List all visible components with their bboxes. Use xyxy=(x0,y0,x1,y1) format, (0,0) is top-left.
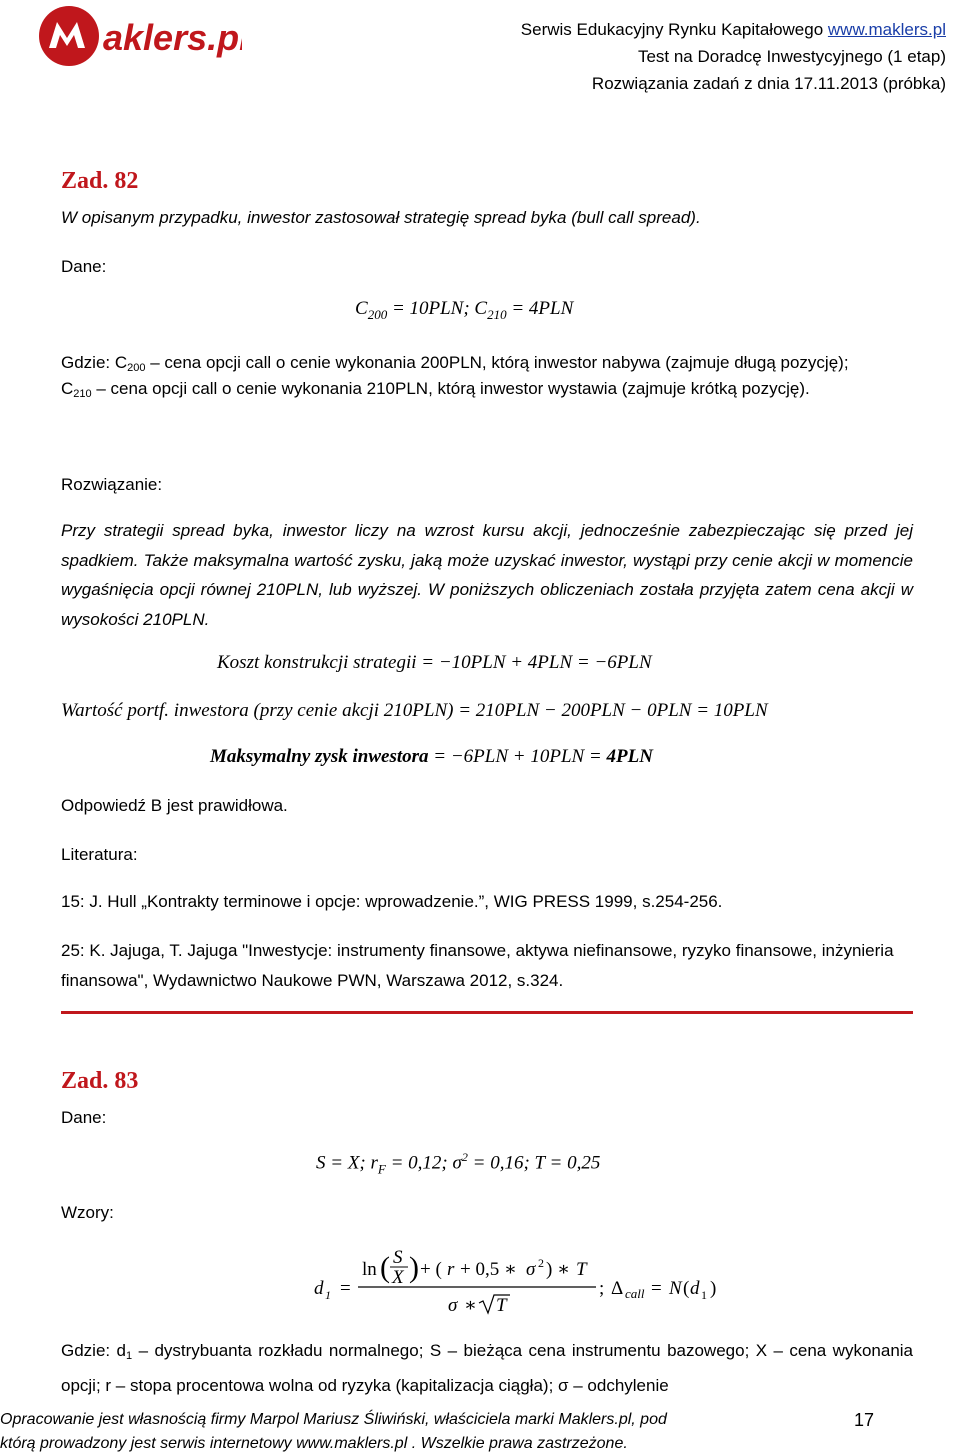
task-82-equation-portfolio: Wartość portf. inwestora (przy cenie akcji 210PLN) = 210PLN − 200PLN − 0PLN = 10PLN xyxy=(61,700,768,721)
task-82-where-2: $C_{210}$ – cena opcji call o cenie wykonania 210PLN, którą inwestor wystawia (zajmuje krótką pozycję). xyxy=(61,379,810,400)
svg-text:1: 1 xyxy=(325,1288,331,1302)
task-82-answer: Odpowiedź B jest prawidłowa. xyxy=(61,796,288,815)
task-82-where-1: Gdzie: $C_{200}$ – cena opcji call o cenie wykonania 200PLN, którą inwestor nabywa (zajmuje długą pozycję); xyxy=(61,353,849,374)
site-link[interactable]: www.maklers.pl xyxy=(827,20,946,39)
task-82-dane-label: Dane: xyxy=(61,257,107,276)
svg-text:∗: ∗ xyxy=(464,1295,477,1316)
page-number: 17 xyxy=(853,1410,874,1430)
literature-item-1: 15: J. Hull „Kontrakty terminowe i opcje: wprowadzenie.”, WIG PRESS 1999, s.254-256. xyxy=(61,892,723,911)
task-83-title: Zad. 83 xyxy=(61,1068,139,1094)
svg-text:ln: ln xyxy=(362,1259,377,1280)
svg-text:) ∗: ) ∗ xyxy=(546,1259,570,1280)
svg-text:=: = xyxy=(340,1278,351,1299)
svg-text:X: X xyxy=(392,1267,404,1288)
svg-text:S: S xyxy=(393,1247,403,1268)
svg-text:1: 1 xyxy=(701,1288,707,1302)
task-83-where: Gdzie: $d_1$ – dystrybuanta rozkładu normalnego; S – bieżąca cena instrumentu bazowego; X – cena wykonania opcji; r – stopa procentowa wolna od ryzyka (kapitalizacja ciągła); σ – odchylenie xyxy=(61,1341,914,1395)
svg-text:+ (: + ( xyxy=(420,1259,442,1280)
svg-text:=: = xyxy=(651,1278,662,1299)
task-82-intro: W opisanym przypadku, inwestor zastosował strategię spread byka (bull call spread). xyxy=(61,208,701,227)
svg-text:): ) xyxy=(409,1251,419,1284)
svg-text:Δ: Δ xyxy=(611,1278,624,1299)
svg-text:(: ( xyxy=(380,1251,390,1284)
svg-text:T: T xyxy=(576,1259,587,1280)
svg-text:): ) xyxy=(710,1278,717,1299)
header-line-1: Serwis Edukacyjny Rynku Kapitałowego www.maklers.pl xyxy=(520,20,946,39)
svg-text:+ 0,5 ∗: + 0,5 ∗ xyxy=(460,1259,517,1280)
svg-text:σ: σ xyxy=(448,1295,458,1316)
svg-text:σ: σ xyxy=(526,1259,536,1280)
svg-text:d: d xyxy=(314,1278,324,1299)
task-83-formulas-label: Wzory: xyxy=(61,1203,114,1222)
svg-text:aklers.pl: aklers.pl xyxy=(103,17,242,58)
task-82-title: Zad. 82 xyxy=(61,168,139,194)
footer-line-1: Opracowanie jest własnością firmy Marpol Mariusz Śliwiński, właściciela marki Maklers.pl, pod xyxy=(0,1411,667,1428)
task-82-solution-text: Przy strategii spread byka, inwestor liczy na wzrost kursu akcji, jednocześnie zabezpieczając się przed jej spadkiem. Także maksymalna wartość zysku, jaką może uzyskać inwestor, wystąpi przy cenie akcji w momencie wygaśnięcia opcji równej 210PLN, lub wyższej. W poniższych obliczeniach została przyjęta zatem cena akcji w wysokości 210PLN. xyxy=(61,521,913,629)
svg-text:r: r xyxy=(447,1259,455,1280)
svg-text:T: T xyxy=(496,1295,507,1316)
footer xyxy=(0,1408,960,1456)
svg-text:;: ; xyxy=(599,1278,605,1299)
task-82-literature-label: Literatura: xyxy=(61,845,138,864)
task-83-given-formula: S = X; $r_F = 0,12$; $\sigma^2 = 0,16$; T = 0,25 xyxy=(316,1150,601,1177)
header-line-3: Rozwiązania zadań z dnia 17.11.2013 (próbka) xyxy=(591,74,946,93)
svg-text:N: N xyxy=(669,1278,682,1299)
section-divider xyxy=(61,1011,913,1014)
svg-text:d: d xyxy=(690,1278,700,1299)
literature-item-2: 25: K. Jajuga, T. Jajuga "Inwestycje: instrumenty finansowe, aktywa niefinansowe, ryzyko finansowe, inżynieria finansowa", Wydawnictwo Naukowe PWN, Warszawa 2012, s.324. xyxy=(61,941,894,990)
footer-line-2: którą prowadzony jest serwis internetowy www.maklers.pl . Wszelkie prawa zastrzeżone. xyxy=(0,1435,628,1452)
task-83-dane-label: Dane: xyxy=(61,1108,107,1127)
task-82-given-formula: $C_{200} = 10PLN$; $C_{210} = 4PLN$ xyxy=(355,298,574,322)
task-82-equation-max-profit: Maksymalny zysk inwestora = −6PLN + 10PLN = 4PLN xyxy=(210,746,653,767)
header-line-2: Test na Doradcę Inwestycyjnego (1 etap) xyxy=(637,47,946,66)
svg-text:2: 2 xyxy=(538,1256,544,1270)
maklers-logo xyxy=(37,4,242,68)
svg-text:call: call xyxy=(625,1286,645,1301)
task-82-equation-cost: Koszt konstrukcji strategii = −10PLN + 4PLN = −6PLN xyxy=(217,652,652,673)
svg-text:(: ( xyxy=(683,1278,690,1299)
task-82-solution-label: Rozwiązanie: xyxy=(61,475,163,494)
task-83-d1-formula xyxy=(314,1245,744,1320)
